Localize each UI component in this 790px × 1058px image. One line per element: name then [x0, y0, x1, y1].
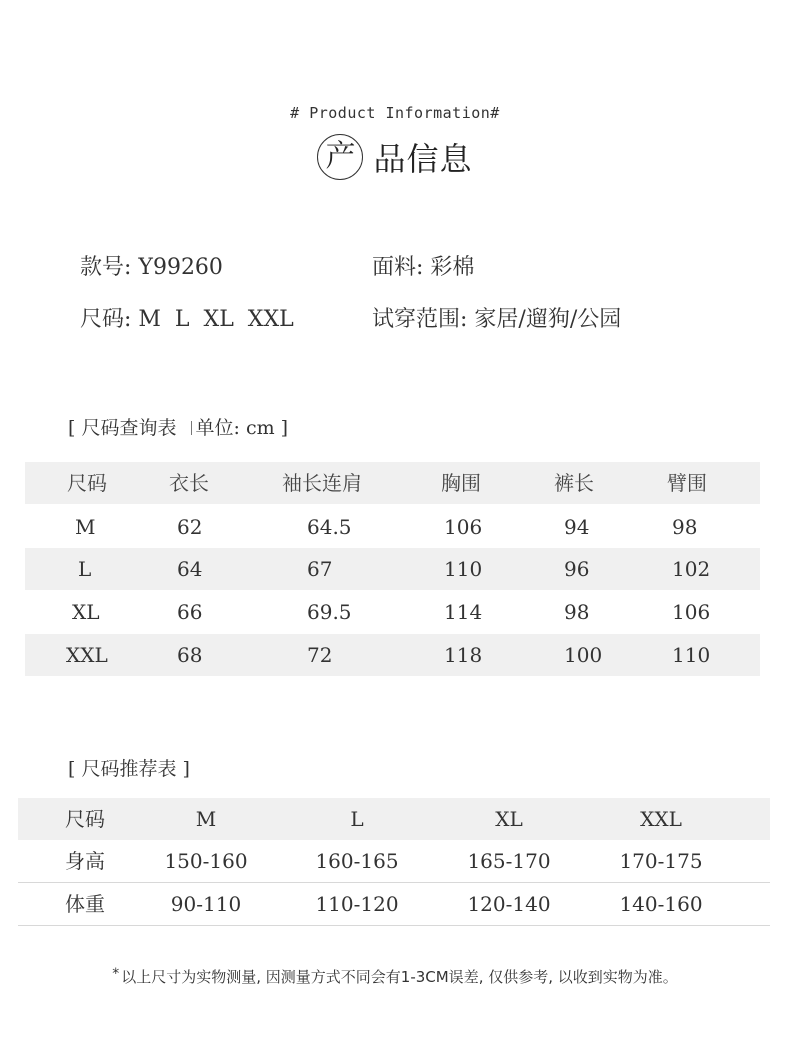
table-cell: 165-170: [467, 849, 551, 873]
table-cell: 67: [307, 557, 333, 581]
size-table-unit: 单位: cm ]: [195, 417, 289, 439]
try-on-scope: [372, 302, 621, 333]
table-cell: 110-120: [315, 892, 399, 916]
table-cell: M: [75, 515, 96, 539]
fabric: [372, 250, 474, 281]
table-row: [18, 840, 770, 883]
header-cell: XL: [495, 807, 523, 831]
header-cell: 衣长: [169, 471, 209, 495]
fabric-label: 面料:: [372, 255, 424, 280]
table-cell: 64.5: [307, 515, 352, 539]
footnote: [0, 966, 790, 987]
table-cell: 110: [672, 643, 711, 667]
fabric-value: 彩棉: [430, 255, 475, 280]
style-number-label: 款号:: [80, 255, 132, 280]
header-cell: 胸围: [441, 471, 481, 495]
footnote-star: *: [112, 966, 120, 982]
table-cell: 98: [564, 600, 590, 624]
header-cell: L: [350, 807, 364, 831]
table-cell: 120-140: [467, 892, 551, 916]
table-cell: 94: [564, 515, 590, 539]
table-cell: 90-110: [170, 892, 242, 916]
table-row: [18, 883, 770, 926]
size-table-title-text: [ 尺码查询表: [68, 417, 183, 439]
table-cell: 160-165: [315, 849, 399, 873]
table-cell: 身高: [65, 849, 105, 873]
table-cell: 98: [672, 515, 698, 539]
size-table-title: [68, 413, 288, 440]
table-row: [25, 506, 760, 548]
table-cell: 118: [444, 643, 483, 667]
table-cell: 106: [444, 515, 483, 539]
style-number-value: Y99260: [138, 255, 223, 280]
table-cell: 106: [672, 600, 711, 624]
sizes: [80, 302, 294, 333]
header-cell: 裤长: [554, 471, 594, 495]
size-table-header-row: [25, 462, 760, 504]
table-cell: 150-160: [164, 849, 248, 873]
table-cell: 69.5: [307, 600, 352, 624]
header-cell: 尺码: [65, 807, 105, 831]
recommend-table-title: [ 尺码推荐表 ]: [68, 758, 190, 780]
try-on-scope-value: 家居/遛狗/公园: [474, 307, 622, 332]
table-cell: 66: [177, 600, 203, 624]
table-cell: 100: [564, 643, 603, 667]
header-cell: M: [195, 807, 217, 831]
footnote-text: 以上尺寸为实物测量, 因测量方式不同会有1-3CM误差, 仅供参考, 以收到实物为准。: [121, 968, 678, 986]
table-cell: 110: [444, 557, 483, 581]
table-cell: 140-160: [619, 892, 703, 916]
table-cell: XXL: [66, 643, 108, 667]
style-number: [80, 250, 223, 281]
try-on-scope-label: 试穿范围:: [372, 307, 468, 332]
table-row: [25, 591, 760, 633]
chinese-title: [0, 134, 790, 180]
header-cell: 袖长连肩: [282, 471, 362, 495]
table-cell: 96: [564, 557, 590, 581]
header-cell: 尺码: [67, 471, 107, 495]
table-row: [25, 634, 760, 676]
table-cell: 62: [177, 515, 203, 539]
sizes-value: M L XL XXL: [138, 307, 294, 332]
table-cell: 170-175: [619, 849, 703, 873]
table-row: [25, 548, 760, 590]
header-cell: XXL: [640, 807, 682, 831]
table-cell: 64: [177, 557, 203, 581]
table-cell: 114: [444, 600, 483, 624]
table-cell: XL: [72, 600, 100, 624]
title-separator: [191, 421, 192, 435]
sizes-label: 尺码:: [80, 307, 132, 332]
title-rest: 品信息: [373, 140, 473, 178]
table-cell: 72: [307, 643, 333, 667]
table-cell: 102: [672, 557, 711, 581]
english-title: # Product Information#: [290, 104, 500, 122]
table-cell: 体重: [65, 892, 105, 916]
header-cell: 臂围: [667, 471, 707, 495]
table-cell: 68: [177, 643, 203, 667]
recommend-header-row: [18, 798, 770, 840]
title-circle-char: 产: [317, 134, 363, 180]
table-cell: L: [78, 557, 92, 581]
